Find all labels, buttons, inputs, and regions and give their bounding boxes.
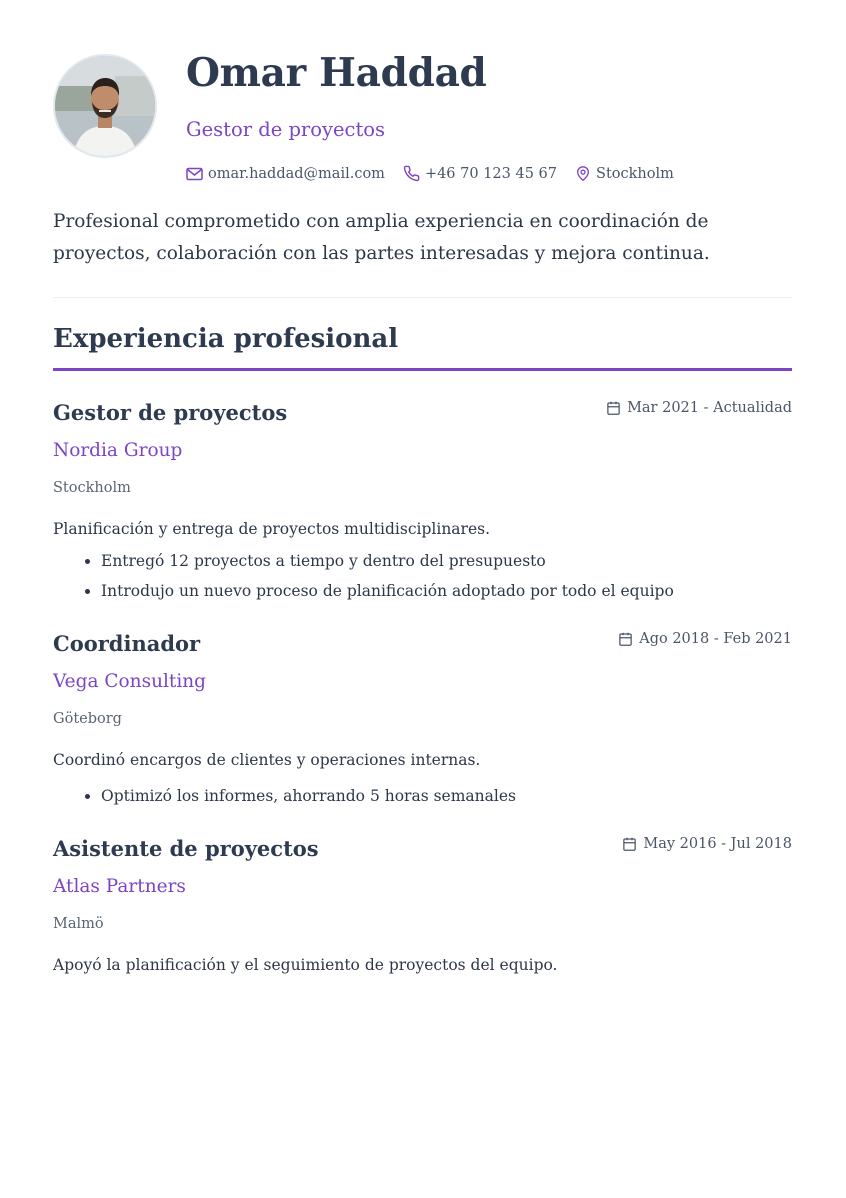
job-date-text: May 2016 - Jul 2018: [643, 836, 792, 852]
mail-icon: [186, 167, 203, 181]
job-date: [606, 400, 792, 416]
calendar-icon: [618, 631, 633, 647]
calendar-icon: [622, 836, 637, 852]
job-location: Stockholm: [53, 480, 131, 496]
achievement-item: • Introdujo un nuevo proceso de planificación adoptado por todo el equipo: [101, 576, 674, 606]
contact-list: [186, 165, 692, 182]
job-date-text: Mar 2021 - Actualidad: [627, 400, 792, 416]
calendar-icon: [606, 400, 621, 416]
header-divider: [53, 297, 792, 298]
job-location: Göteborg: [53, 711, 122, 727]
job-date: [618, 631, 792, 647]
contact-location: [575, 165, 674, 182]
job-title: Gestor de proyectos: [53, 400, 288, 425]
avatar-photo: [55, 56, 155, 156]
company-name: Atlas Partners: [53, 876, 186, 897]
job-title: Coordinador: [53, 631, 201, 656]
achievement-item: • Entregó 12 proyectos a tiempo y dentro del presupuesto: [101, 546, 674, 576]
contact-location-text: Stockholm: [596, 165, 674, 182]
job-description: Planificación y entrega de proyectos multidisciplinares.: [53, 520, 491, 538]
contact-email[interactable]: [186, 166, 385, 182]
company-name: Vega Consulting: [53, 671, 207, 692]
job-description: Coordinó encargos de clientes y operaciones internas.: [53, 751, 481, 769]
achievement-item: • Optimizó los informes, ahorrando 5 horas semanales: [101, 781, 516, 811]
profile-summary: Profesional comprometido con amplia experiencia en coordinación de proyectos, colaboración con las partes interesadas y mejora continua.: [53, 211, 710, 264]
contact-email-text: omar.haddad@mail.com: [208, 165, 385, 182]
candidate-name: Omar Haddad: [186, 50, 487, 96]
avatar: [53, 54, 157, 158]
phone-icon: [403, 165, 420, 182]
section-underline: [53, 368, 792, 371]
headline: Gestor de proyectos: [186, 118, 386, 141]
job-date-text: Ago 2018 - Feb 2021: [639, 631, 792, 647]
job-achievements: [53, 781, 516, 811]
job-achievements: [53, 546, 674, 606]
job-date: [622, 836, 792, 852]
job-location: Malmö: [53, 916, 104, 932]
contact-phone-text: +46 70 123 45 67: [424, 165, 558, 182]
map-pin-icon: [575, 165, 591, 182]
section-title-experience: Experiencia profesional: [53, 324, 399, 354]
company-name: Nordia Group: [53, 440, 183, 461]
job-title: Asistente de proyectos: [53, 836, 319, 861]
job-description: Apoyó la planificación y el seguimiento de proyectos del equipo.: [53, 956, 558, 974]
contact-phone[interactable]: [403, 165, 557, 182]
